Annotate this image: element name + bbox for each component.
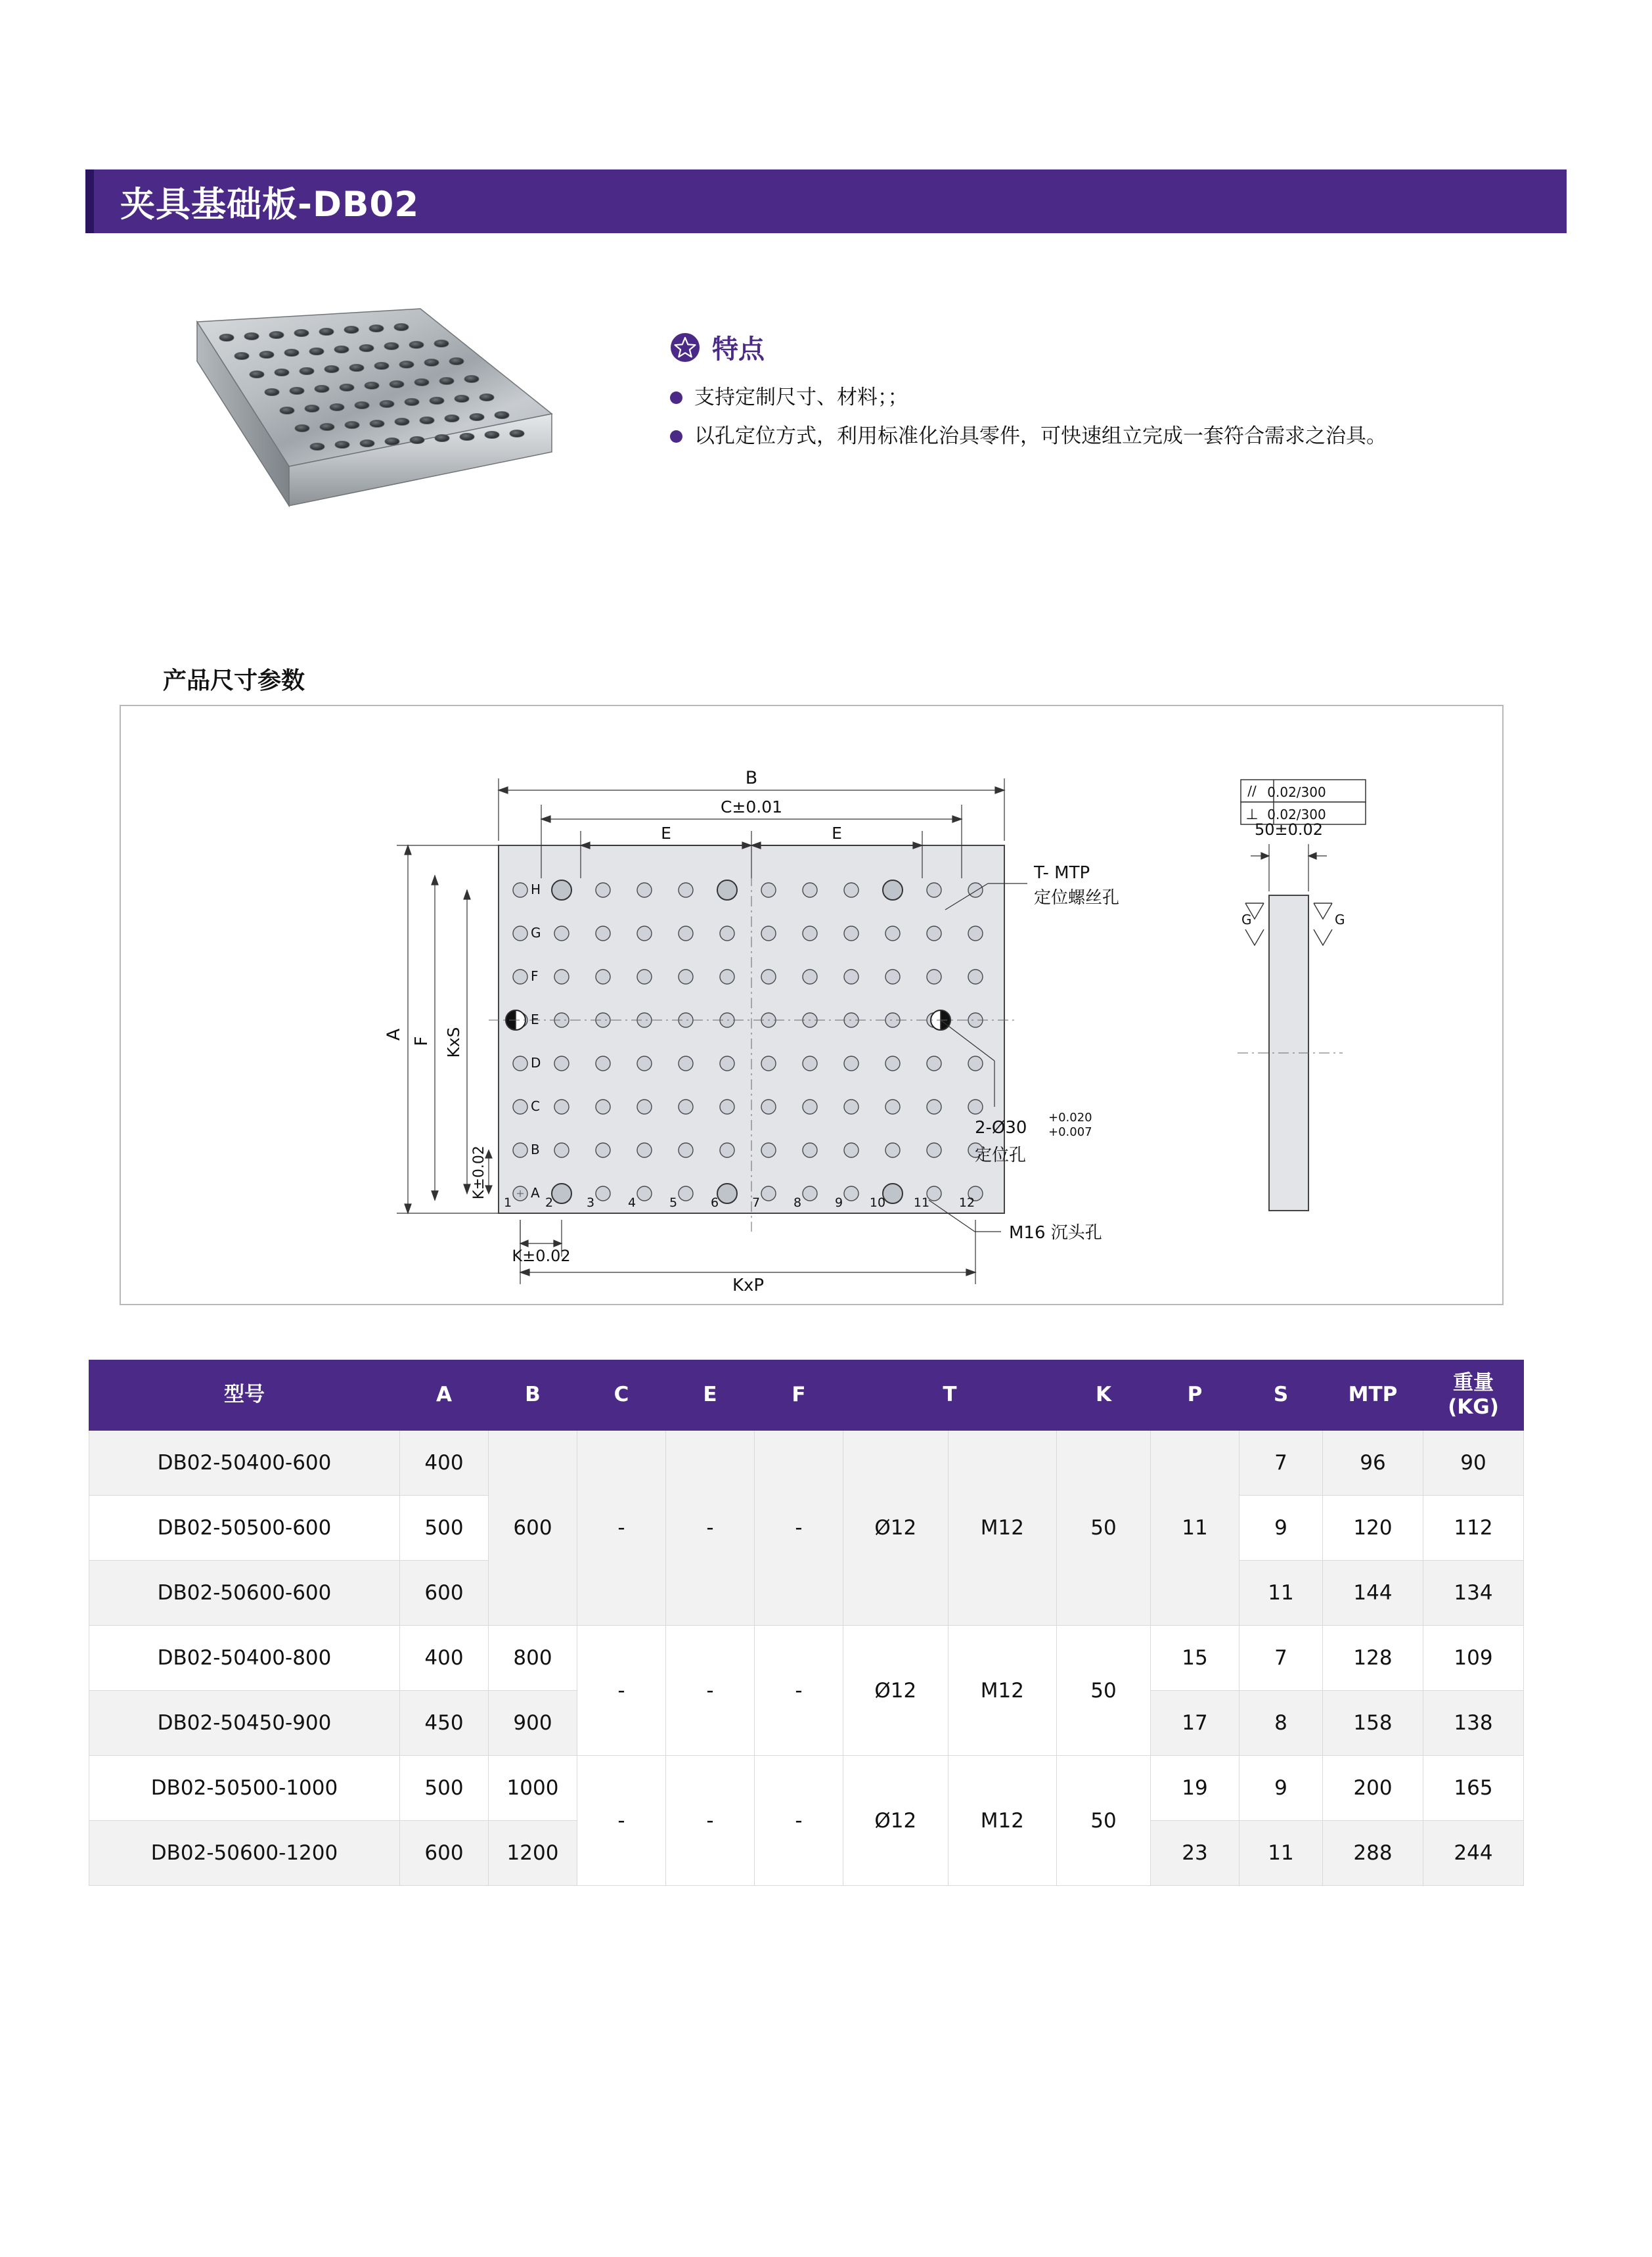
- svg-text:4: 4: [627, 1196, 636, 1210]
- svg-text:H: H: [531, 882, 541, 897]
- svg-text:B: B: [531, 1142, 540, 1157]
- svg-text:D: D: [531, 1055, 541, 1071]
- dim-kxp-label: KxP: [732, 1276, 765, 1295]
- cell-weight: 138: [1423, 1691, 1524, 1756]
- dim-e1-label: E: [661, 824, 671, 843]
- cell-p: 17: [1151, 1691, 1239, 1756]
- cell-p: 23: [1151, 1821, 1239, 1886]
- col-header-s: S: [1239, 1360, 1323, 1431]
- dim-k-left-label: K±0.02: [471, 1146, 487, 1199]
- locating-hole-tol-lower: +0.007: [1048, 1125, 1092, 1139]
- svg-text:9: 9: [834, 1196, 843, 1210]
- feature-text: 支持定制尺寸、材料；；: [694, 386, 908, 409]
- cell-model: DB02-50600-600: [89, 1561, 400, 1626]
- col-header-weight-line2: (KG): [1448, 1395, 1499, 1419]
- product-photo: [92, 282, 611, 565]
- cell-mtp: 158: [1323, 1691, 1423, 1756]
- svg-text:G: G: [1241, 912, 1252, 927]
- table-row: [89, 1626, 1524, 1691]
- cell-t-thread: M12: [948, 1756, 1056, 1886]
- svg-text:3: 3: [586, 1196, 595, 1210]
- features-heading: 特点: [712, 334, 765, 365]
- svg-text:A: A: [531, 1185, 540, 1201]
- cell-p: 11: [1151, 1431, 1239, 1626]
- cell-a: 400: [400, 1431, 489, 1496]
- specification-table: [89, 1360, 1524, 1886]
- svg-text:11: 11: [913, 1196, 930, 1210]
- cell-t-diameter: Ø12: [843, 1626, 949, 1756]
- cell-mtp: 128: [1323, 1626, 1423, 1691]
- cell-b: 800: [489, 1626, 577, 1691]
- svg-text:6: 6: [710, 1196, 719, 1210]
- svg-text:E: E: [531, 1012, 539, 1027]
- cell-model: DB02-50500-1000: [89, 1756, 400, 1821]
- cell-mtp: 120: [1323, 1496, 1423, 1561]
- cell-mtp: 144: [1323, 1561, 1423, 1626]
- cell-b: 1000: [489, 1756, 577, 1821]
- table-header-row: [89, 1360, 1524, 1431]
- locating-hole-tol-upper: +0.020: [1048, 1111, 1092, 1125]
- cell-t-diameter: Ø12: [843, 1431, 949, 1626]
- cell-weight: 112: [1423, 1496, 1524, 1561]
- cell-s: 11: [1239, 1821, 1323, 1886]
- cell-mtp: 96: [1323, 1431, 1423, 1496]
- cell-p: 15: [1151, 1626, 1239, 1691]
- cell-b: 600: [489, 1431, 577, 1626]
- cell-t-thread: M12: [948, 1431, 1056, 1626]
- cell-t-thread: M12: [948, 1626, 1056, 1756]
- svg-text:1: 1: [503, 1196, 512, 1210]
- svg-text:G: G: [1335, 912, 1345, 927]
- cell-s: 7: [1239, 1626, 1323, 1691]
- cell-s: 7: [1239, 1431, 1323, 1496]
- flatness-symbol: ⊥: [1245, 807, 1259, 823]
- features-heading-row: [670, 328, 1458, 366]
- feature-text: 以孔定位方式，利用标准化治具零件，可快速组立完成一套符合需求之治具。: [694, 424, 1387, 448]
- cell-t-diameter: Ø12: [843, 1756, 949, 1886]
- dimensions-section-label: 产品尺寸参数: [163, 667, 305, 694]
- mtp-label-line1: T- MTP: [1034, 863, 1090, 883]
- cell-s: 9: [1239, 1756, 1323, 1821]
- svg-text:G: G: [531, 925, 541, 941]
- dim-kxs-label: KxS: [444, 1027, 463, 1058]
- col-header-f: F: [755, 1360, 843, 1431]
- dim-e2-label: E: [832, 824, 842, 843]
- page-title: 夹具基础板-DB02: [120, 184, 420, 225]
- col-header-k: K: [1057, 1360, 1151, 1431]
- cell-s: 9: [1239, 1496, 1323, 1561]
- svg-text:F: F: [531, 968, 539, 984]
- bullet-icon: [670, 391, 682, 404]
- cell-c: -: [577, 1626, 666, 1756]
- cell-k: 50: [1057, 1756, 1151, 1886]
- cell-b: 1200: [489, 1821, 577, 1886]
- cell-mtp: 200: [1323, 1756, 1423, 1821]
- col-header-model: 型号: [89, 1360, 400, 1431]
- svg-text:C: C: [531, 1098, 540, 1114]
- cell-weight: 244: [1423, 1821, 1524, 1886]
- cell-model: DB02-50500-600: [89, 1496, 400, 1561]
- cell-model: DB02-50600-1200: [89, 1821, 400, 1886]
- col-header-p: P: [1151, 1360, 1239, 1431]
- cell-a: 600: [400, 1561, 489, 1626]
- dim-k-bottom-label: K±0.02: [512, 1247, 571, 1265]
- dim-b-label: B: [745, 768, 758, 788]
- flatness-1: 0.02/300: [1267, 784, 1326, 800]
- cell-a: 400: [400, 1626, 489, 1691]
- cell-s: 11: [1239, 1561, 1323, 1626]
- cell-s: 8: [1239, 1691, 1323, 1756]
- flatness-2: 0.02/300: [1267, 807, 1326, 822]
- col-header-c: C: [577, 1360, 666, 1431]
- title-accent-bar: [85, 169, 94, 233]
- table-row: [89, 1756, 1524, 1821]
- cell-a: 600: [400, 1821, 489, 1886]
- bullet-icon: [670, 430, 682, 443]
- dim-a-label: A: [384, 1028, 404, 1041]
- cell-e: -: [666, 1756, 755, 1886]
- dim-f-label: F: [412, 1036, 432, 1046]
- cell-model: DB02-50450-900: [89, 1691, 400, 1756]
- cell-model: DB02-50400-800: [89, 1626, 400, 1691]
- cell-weight: 134: [1423, 1561, 1524, 1626]
- cell-weight: 165: [1423, 1756, 1524, 1821]
- cell-p: 19: [1151, 1756, 1239, 1821]
- dim-c-label: C±0.01: [720, 797, 783, 816]
- feature-item: [670, 422, 1458, 451]
- col-header-e: E: [666, 1360, 755, 1431]
- svg-text:8: 8: [793, 1196, 802, 1210]
- cell-a: 500: [400, 1496, 489, 1561]
- cell-f: -: [755, 1626, 843, 1756]
- cell-model: DB02-50400-600: [89, 1431, 400, 1496]
- svg-text:7: 7: [751, 1196, 761, 1210]
- cell-e: -: [666, 1431, 755, 1626]
- svg-text:5: 5: [669, 1196, 678, 1210]
- cell-k: 50: [1057, 1431, 1151, 1626]
- technical-drawing: [120, 705, 1504, 1305]
- col-header-weight: [1423, 1360, 1524, 1431]
- cell-c: -: [577, 1431, 666, 1626]
- cell-f: -: [755, 1756, 843, 1886]
- svg-text:12: 12: [958, 1196, 975, 1210]
- svg-text:2: 2: [545, 1196, 554, 1210]
- cell-a: 450: [400, 1691, 489, 1756]
- thickness-label: 50±0.02: [1254, 820, 1324, 839]
- m16-label: M16 沉头孔: [1009, 1223, 1102, 1243]
- col-header-b: B: [489, 1360, 577, 1431]
- svg-text:10: 10: [869, 1196, 886, 1210]
- col-header-mtp: MTP: [1323, 1360, 1423, 1431]
- feature-item: [670, 383, 1458, 413]
- col-header-weight-line1: 重量: [1453, 1370, 1494, 1395]
- features-section: [670, 328, 1458, 460]
- cell-b: 900: [489, 1691, 577, 1756]
- cell-c: -: [577, 1756, 666, 1886]
- cell-e: -: [666, 1626, 755, 1756]
- locating-hole-spec: 2-Ø30: [975, 1118, 1027, 1138]
- page-title-banner: [85, 169, 1567, 233]
- col-header-a: A: [400, 1360, 489, 1431]
- locating-hole-label: 定位孔: [975, 1146, 1027, 1165]
- mtp-label-line2: 定位螺丝孔: [1034, 888, 1120, 908]
- cell-k: 50: [1057, 1626, 1151, 1756]
- parallel-symbol: //: [1247, 783, 1257, 799]
- cell-weight: 90: [1423, 1431, 1524, 1496]
- cell-a: 500: [400, 1756, 489, 1821]
- table-row: [89, 1431, 1524, 1496]
- cell-f: -: [755, 1431, 843, 1626]
- cell-mtp: 288: [1323, 1821, 1423, 1886]
- col-header-t: T: [843, 1360, 1057, 1431]
- cell-weight: 109: [1423, 1626, 1524, 1691]
- star-icon: [670, 332, 700, 363]
